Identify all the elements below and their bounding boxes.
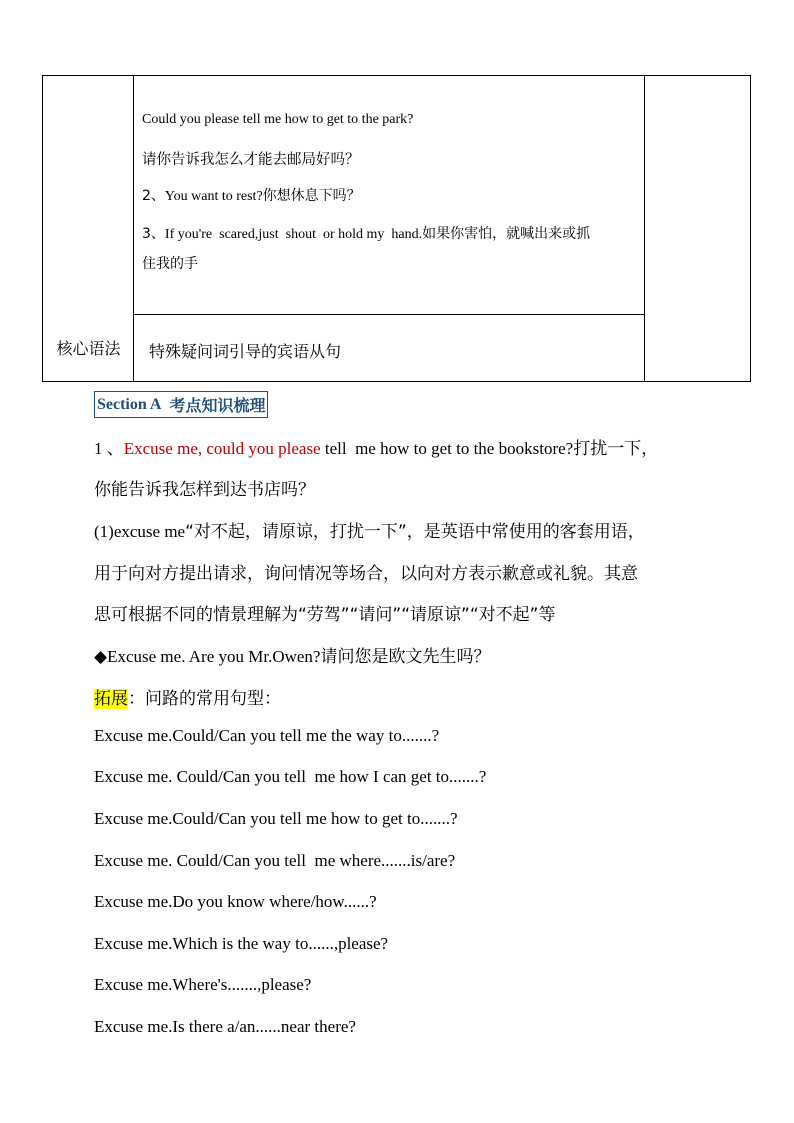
grammar-label: 核心语法 (56, 339, 121, 358)
paragraph-1-line-1 (94, 434, 658, 459)
example-english: Excuse me. Are you Mr.Owen? (107, 647, 321, 666)
paragraph-2-term: (1)excuse me (94, 522, 186, 541)
section-heading-cn: 考点知识梳理 (169, 396, 266, 415)
paragraph-2-explanation: “对不起，请原谅，打扰一下”，是英语中常使用的客套用语， (185, 522, 645, 542)
paragraph-1-english: tell me how to get to the bookstore? (320, 439, 574, 458)
table-item-3-english: If you're scared,just shout or hold my hand. (164, 227, 423, 242)
table-item-3-chinese: 如果你害怕，就喊出来或抓 (422, 226, 591, 242)
pattern-line: Excuse me.Which is the way to......,please? (94, 934, 389, 953)
table-example-chinese: 请你告诉我怎么才能去邮局好吗？ (142, 152, 360, 168)
pattern-line: Excuse me.Could/Can you tell me how to get to.......? (94, 809, 458, 828)
extend-description: ：问路的常用句型： (128, 689, 281, 709)
pattern-line: Excuse me.Could/Can you tell me the way to.......? (94, 726, 440, 745)
paragraph-1-chinese: 打扰一下， (573, 439, 659, 459)
pattern-line: Excuse me. Could/Can you tell me where.......is/are? (94, 851, 456, 870)
pattern-line: Excuse me.Do you know where/how......? (94, 892, 377, 911)
table-item-3-number: 3、 (142, 226, 165, 242)
section-heading (94, 391, 268, 418)
paragraph-2-line-3: 思可根据不同的情景理解为“劳驾”“请问”“请原谅”“对不起”等 (94, 605, 556, 625)
table-item-3-chinese-cont: 住我的手 (142, 256, 198, 272)
table-row-divider (134, 314, 644, 315)
grammar-value: 特殊疑问词引导的宾语从句 (149, 342, 342, 361)
pattern-line: Excuse me. Could/Can you tell me how I can get to.......? (94, 767, 487, 786)
paragraph-1-number: 1 、 (94, 439, 124, 458)
table-example-english: Could you please tell me how to get to the park? (142, 112, 414, 127)
table-item-2-chinese: 你想休息下吗？ (262, 188, 361, 204)
section-heading-en: Section A (97, 395, 162, 413)
paragraph-2-line-2: 用于向对方提出请求，询问情况等场合，以向对方表示歉意或礼貌。其意 (94, 564, 638, 584)
table-item-2 (142, 185, 361, 205)
diamond-bullet-icon: ◆ (94, 647, 108, 666)
pattern-line: Excuse me.Is there a/an......near there? (94, 1017, 356, 1036)
example-sentence (94, 642, 490, 667)
table-divider-right (644, 76, 645, 381)
table-item-2-number: 2、 (142, 188, 165, 204)
lesson-table (42, 75, 751, 382)
paragraph-1-highlight-phrase: Excuse me, could you please (123, 439, 321, 458)
extend-label: 拓展 (94, 689, 128, 709)
example-chinese: 请问您是欧文先生吗？ (320, 647, 491, 667)
paragraph-2-line-1 (94, 517, 645, 542)
paragraph-1-line-2: 你能告诉我怎样到达书店吗？ (94, 480, 315, 500)
extend-line (94, 684, 281, 709)
table-item-3 (142, 223, 590, 243)
pattern-line: Excuse me.Where's.......,please? (94, 975, 312, 994)
table-item-2-english: You want to rest? (164, 189, 263, 204)
